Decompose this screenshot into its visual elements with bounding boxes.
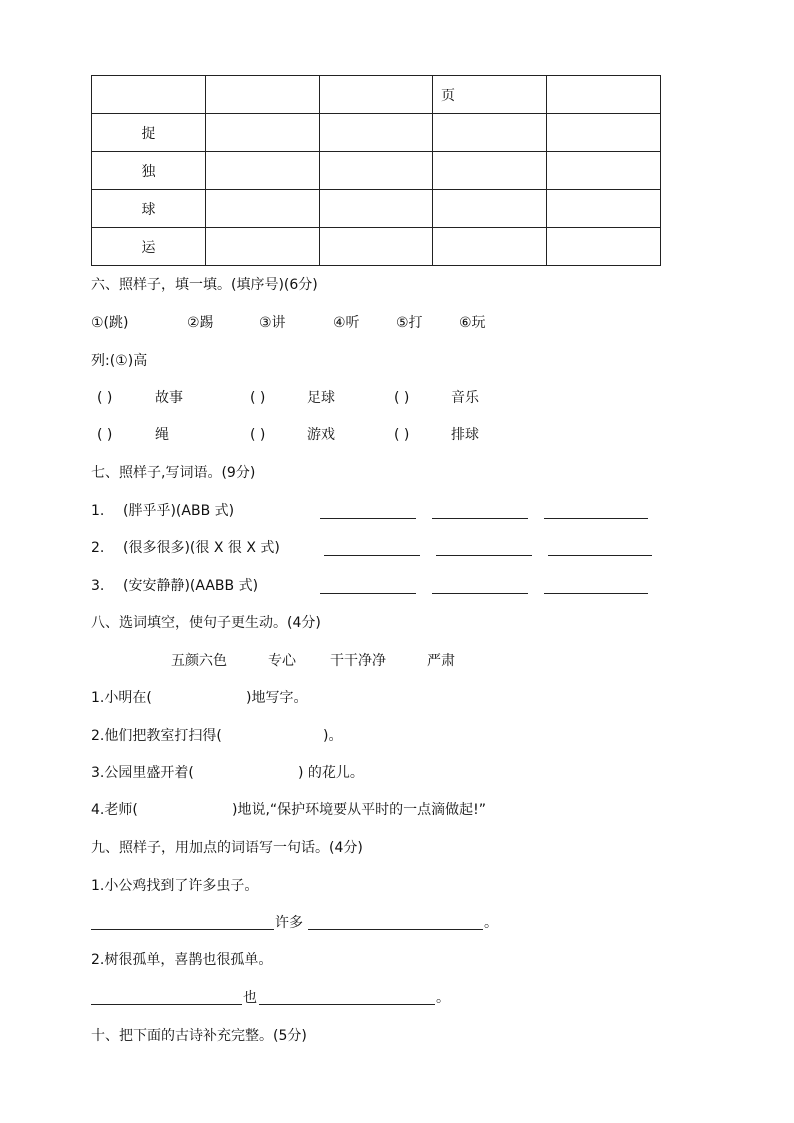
item-text: (安安静静)(AABB 式) — [123, 578, 259, 594]
fill-word: 绳 — [155, 427, 169, 443]
option-item: ④听 — [333, 315, 360, 331]
table-cell[interactable] — [433, 190, 547, 228]
period: 。 — [484, 915, 498, 931]
answer-line[interactable] — [320, 505, 416, 519]
sentence-part: )地说,“保护环境要从平时的一点滴做起!” — [232, 802, 487, 818]
item-number: 1. — [91, 503, 105, 519]
table-cell[interactable] — [320, 114, 433, 152]
option-item: ②踢 — [187, 315, 214, 331]
option-item: ③讲 — [259, 315, 286, 331]
fill-paren[interactable]: ( ) — [250, 390, 266, 406]
table-cell[interactable] — [320, 228, 433, 266]
fill-paren[interactable]: ( ) — [394, 427, 410, 443]
table-row — [92, 228, 661, 266]
item-number: 3. — [91, 578, 105, 594]
answer-line[interactable] — [548, 542, 652, 556]
table-cell[interactable] — [547, 228, 661, 266]
fill-word: 足球 — [307, 390, 335, 406]
answer-line[interactable] — [544, 505, 648, 519]
option-item: ①(跳) — [91, 315, 129, 331]
sentence-part: 1.小明在( — [91, 690, 152, 706]
table-cell[interactable] — [547, 190, 661, 228]
answer-line[interactable] — [91, 916, 274, 930]
answer-line[interactable] — [259, 991, 435, 1005]
section8-title: 八、选词填空，使句子更生动。(4分) — [91, 615, 321, 631]
word-choice: 专心 — [268, 653, 296, 669]
word-choice: 干干净净 — [330, 653, 386, 669]
word-choice: 严肃 — [427, 653, 455, 669]
item-text: (胖乎乎)(ABB 式) — [123, 503, 235, 519]
table-cell[interactable] — [320, 190, 433, 228]
sentence-part: 4.老师( — [91, 802, 138, 818]
fill-paren[interactable]: ( ) — [97, 390, 113, 406]
table-header-cell — [206, 76, 320, 114]
table-header-row — [92, 76, 661, 114]
table-row — [92, 152, 661, 190]
table-row-label: 球 — [92, 190, 206, 228]
section7-title: 七、照样子,写词语。(9分) — [91, 465, 256, 481]
answer-line[interactable] — [436, 542, 532, 556]
table-cell[interactable] — [433, 152, 547, 190]
table-cell[interactable] — [206, 228, 320, 266]
section9-title: 九、照样子，用加点的词语写一句话。(4分) — [91, 840, 363, 856]
item-text: (很多很多)(很 X 很 X 式) — [123, 540, 280, 556]
answer-line[interactable] — [432, 505, 528, 519]
answer-line[interactable] — [544, 580, 648, 594]
fill-word: 排球 — [451, 427, 479, 443]
fill-paren[interactable]: ( ) — [97, 427, 113, 443]
character-table — [91, 75, 661, 266]
section10-title: 十、把下面的古诗补充完整。(5分) — [91, 1028, 307, 1044]
item-number: 2. — [91, 540, 105, 556]
option-item: ⑥玩 — [459, 315, 486, 331]
table-row — [92, 114, 661, 152]
answer-line[interactable] — [432, 580, 528, 594]
table-row — [92, 190, 661, 228]
fill-word: 游戏 — [307, 427, 335, 443]
table-header-cell — [320, 76, 433, 114]
table-cell[interactable] — [547, 152, 661, 190]
table-row-label: 运 — [92, 228, 206, 266]
answer-line[interactable] — [91, 991, 242, 1005]
table-cell[interactable] — [433, 114, 547, 152]
fill-paren[interactable]: ( ) — [250, 427, 266, 443]
table-cell[interactable] — [320, 152, 433, 190]
table-cell[interactable] — [206, 114, 320, 152]
table-row-label: 独 — [92, 152, 206, 190]
table-cell[interactable] — [547, 114, 661, 152]
example-sentence: 2.树很孤单，喜鹊也很孤单。 — [91, 952, 273, 968]
option-item: ⑤打 — [396, 315, 423, 331]
word-choice: 五颜六色 — [171, 653, 227, 669]
period: 。 — [436, 990, 450, 1006]
sentence-part: )地写字。 — [246, 690, 308, 706]
sentence-part: 3.公园里盛开着( — [91, 765, 194, 781]
example-sentence: 1.小公鸡找到了许多虫子。 — [91, 878, 259, 894]
keyword: 也 — [243, 990, 257, 1006]
fill-word: 故事 — [155, 390, 183, 406]
sentence-part: ) 的花儿。 — [298, 765, 364, 781]
sentence-part: )。 — [323, 728, 343, 744]
table-header-cell — [92, 76, 206, 114]
keyword: 许多 — [275, 915, 303, 931]
table-header-cell — [547, 76, 661, 114]
table-cell[interactable] — [206, 152, 320, 190]
answer-line[interactable] — [324, 542, 420, 556]
fill-word: 音乐 — [451, 390, 479, 406]
answer-line[interactable] — [308, 916, 483, 930]
sentence-part: 2.他们把教室打扫得( — [91, 728, 222, 744]
table-header-cell: 页 — [433, 76, 547, 114]
answer-line[interactable] — [320, 580, 416, 594]
table-row-label: 捉 — [92, 114, 206, 152]
table-cell[interactable] — [433, 228, 547, 266]
fill-paren[interactable]: ( ) — [394, 390, 410, 406]
example-line: 列:(①)高 — [91, 353, 148, 369]
table-cell[interactable] — [206, 190, 320, 228]
section6-title: 六、照样子，填一填。(填序号)(6分) — [91, 277, 318, 293]
